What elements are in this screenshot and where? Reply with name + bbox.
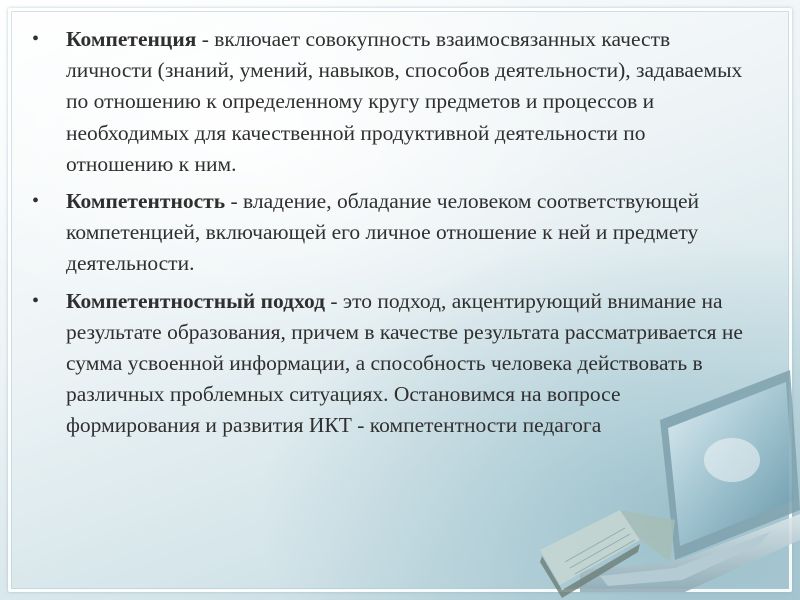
list-item bbox=[28, 286, 758, 442]
bullet-text bbox=[66, 186, 758, 280]
term-definition: - это подход, акцентирующий внимание на результате образования, причем в качестве результата рассматривается не сумма усвоенной информации, а способность человека действовать в различных проблемных ситуациях. Остановимся на вопросе формирования и развития ИКТ - компетентности педагога bbox=[66, 288, 743, 438]
bullet-list bbox=[28, 24, 758, 448]
bullet-text bbox=[66, 286, 758, 442]
bullet-text bbox=[66, 24, 758, 180]
term-label: Компетентностный подход bbox=[66, 288, 325, 313]
term-definition: - включает совокупность взаимосвязанных качеств личности (знаний, умений, навыков, способов деятельности), задаваемых по отношению к определенному кругу предметов и процессов и необходимых для качественной продуктивной деятельности по отношению к ним. bbox=[66, 27, 743, 176]
list-item bbox=[28, 186, 758, 280]
bullet-marker: • bbox=[32, 190, 40, 213]
term-label: Компетентность bbox=[66, 189, 226, 214]
bullet-marker: • bbox=[32, 289, 40, 312]
term-definition: - владение, обладание человеком соответствующей компетенцией, включающей его личное отношение к ней и предмету деятельности. bbox=[66, 189, 700, 276]
bullet-marker: • bbox=[32, 28, 40, 50]
list-item bbox=[28, 24, 758, 180]
term-label: Компетенция bbox=[66, 27, 197, 51]
